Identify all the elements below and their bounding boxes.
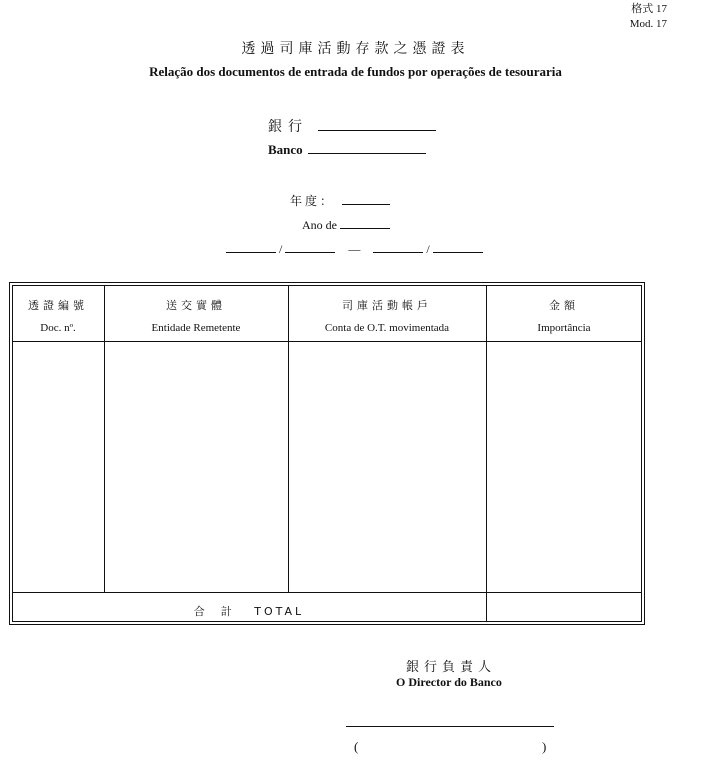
year-line-pt: [340, 216, 390, 229]
year-line-zh: [342, 192, 390, 205]
date-from-day-line: [226, 240, 276, 253]
date-separator: /: [426, 242, 430, 256]
signature-paren-open: (: [354, 739, 359, 754]
director-label-zh: 銀行負責人: [406, 660, 497, 675]
column-header-amount-zh: 金額: [549, 299, 579, 312]
total-label: 合 計 TOTAL: [193, 605, 305, 618]
year-label-zh: 年度：: [290, 194, 336, 208]
date-dash: —: [348, 242, 361, 256]
bank-field-pt: [268, 141, 426, 158]
bank-field-zh: [268, 116, 436, 136]
bank-label-zh: 銀行: [268, 119, 308, 135]
year-label-pt: Ano de: [302, 218, 337, 232]
column-header-account-pt: Conta de O.T. movimentada: [324, 322, 450, 334]
year-field-zh: [290, 192, 390, 209]
form-code-zh: 格式 17: [631, 3, 667, 15]
table-inner-border: [12, 285, 642, 622]
date-range: [226, 240, 483, 257]
bank-label-pt: Banco: [268, 142, 303, 157]
form-code-pt: Mod. 17: [629, 18, 667, 30]
title-portuguese: Relação dos documentos de entrada de fundos por operações de tesouraria: [149, 64, 562, 79]
column-header-amount-pt: Importância: [537, 322, 591, 334]
column-header-doc-no-zh: 透證編號: [28, 299, 88, 312]
title-chinese: 透過司庫活動存款之憑證表: [241, 41, 470, 57]
date-from-month-line: [285, 240, 335, 253]
date-to-day-line: [373, 240, 423, 253]
column-divider: [486, 285, 487, 622]
signature-paren-close: ): [542, 739, 547, 754]
column-header-account-zh: 司庫活動帳戶: [342, 299, 432, 312]
column-header-entity-zh: 送交實體: [166, 299, 226, 312]
column-header-entity-pt: Entidade Remetente: [151, 322, 241, 334]
signature-line: [346, 726, 554, 727]
bank-name-line-pt: [308, 141, 426, 154]
director-label-pt: O Director do Banco: [396, 675, 502, 689]
year-field-pt: [302, 216, 390, 233]
column-header-doc-no-pt: Doc. nº.: [40, 322, 76, 334]
bank-name-line: [318, 118, 436, 131]
date-to-month-line: [433, 240, 483, 253]
date-separator: /: [279, 242, 283, 256]
total-row-divider: [12, 592, 642, 593]
header-row-divider: [12, 341, 642, 342]
